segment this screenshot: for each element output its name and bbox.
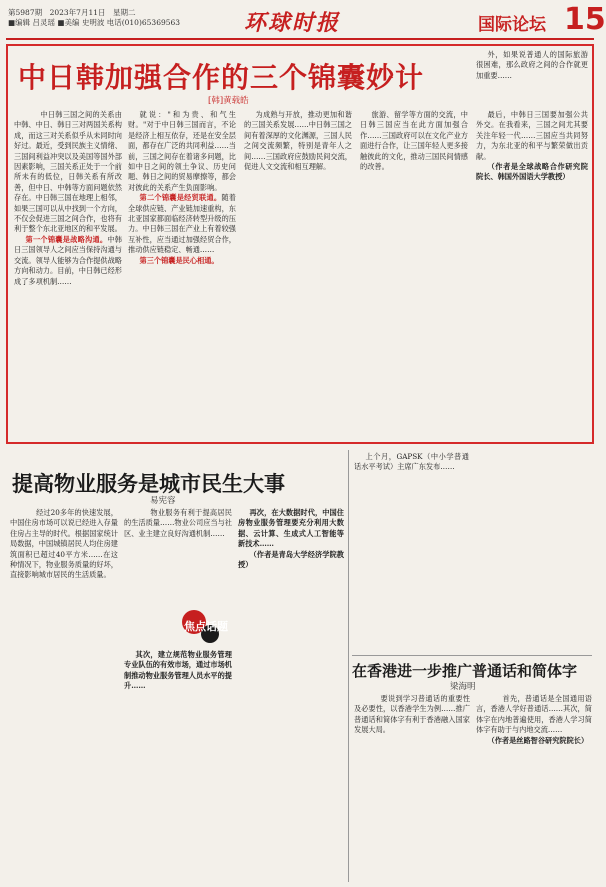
article-2-byline: 易宪容 [150,496,176,506]
article-2-author-note: （作者是青岛大学经济学院教授） [238,549,344,570]
article-1-column-1: 中日韩三国之间的关系由中韩、中日、韩日三对两国关系构成，而这三对关系似乎从未同时向好过。最近，受到民族主义情绪、三国间利益冲突以及美国等国外部因素影响，三国关系正处于一个前所未有的低位，日韩关系有所改善，但中日、中韩等方面问题依然存在。中日韩三国在地理上相邻，如果三国可以从中找到一个方向，不仅会促进三国之间合作，也将有利于整个东北亚地区的和平发展。 第一个锦囊是战略沟通。中韩日三国领导人之间应当保持沟通与交流。领导人能够为合作提供战略方向和动力。目前，中日韩已经形成了多项机制…… [14,110,122,286]
article-1-column-5: 最后，中韩日三国要加强公共外交。在我看来，三国之间尤其要关注年轻一代……三国应当共同努力，为东北亚的和平与繁荣做出贡献。 （作者是全球战略合作研究院院长、韩国外国语大学教授） [476,110,588,182]
article-3-rule [352,655,592,656]
article-3-title: 在香港进一步推广普通话和简体字 [352,662,578,680]
article-1-subhead-2: 第二个锦囊是经贸联通。 [139,193,222,203]
right-intro-text: 上个月，GAPSK（中小学普通话水平考试）主席广东发布…… [354,452,469,472]
article-1-top-right-column: 外，如果说普通人的国际旅游很困难，那么政府之间的合作就更加重要…… [476,50,588,80]
article-2-column-2b: 其次，建立规范物业服务管理专业队伍的有效市场，通过市场机制推动物业服务管理人员水平的提升…… [124,650,232,691]
article-3-byline: 梁海明 [450,682,476,692]
article-1-title: 中日韩加强合作的三个锦囊妙计 [18,61,425,94]
issue-date: 第5987期 2023年7月11日 星期二 [8,8,136,17]
page-number: 15 [564,2,606,37]
column-divider [348,450,349,882]
article-1-column-3: 为成熟与开放，推动更加和谐的三国关系发展……中日韩三国之间有着深厚的文化渊源，三国人民之间交流频繁，特别是青年人之间……三国政府应鼓励民间交流，促进人文交流和相互理解。 [244,110,352,172]
article-1-box [6,44,594,444]
focus-topic-badge: 焦点话题 [180,608,234,648]
editors-line: ■编辑 吕灵瑶 ■美编 史明波 电话(010)65369563 [8,18,181,27]
article-1-column-4: 旅游、留学等方面的交流，中日韩三国应当在此方面加强合作……三国政府可以在文化产业方面进行合作，让三国年轻人更多接触彼此的文化，推动三国民间情感的改善。 [360,110,468,172]
article-1-subhead-3: 第三个锦囊是民心相通。 [139,255,219,265]
article-1-subhead-1: 第一个锦囊是战略沟通。 [25,234,108,244]
section-title: 国际论坛 [478,15,546,35]
article-1-column-2: 就说："和为贵、和气生财。"对于中日韩三国而言，不论是经济上相互依存，还是在安全层面，都存在广泛的共同利益……当前，三国之间存在着诸多问题，比如中日之间的领土争议、历史问题、韩日之间的贸易摩擦等，都会对彼此的关系产生负面影响。 第二个锦囊是经贸联通。随着全球供应链、产业链加速重构，东北亚国家都面临经济转型升级的压力。中日韩三国在产业上有着较强互补性，应当通过加强经贸合作，推动供应链稳定、畅通…… 第三个锦囊是民心相通。 [128,110,236,265]
page-header [6,2,606,38]
article-1-byline: [韩]黄载皓 [208,96,249,106]
newspaper-logo: 环球时报 [244,11,341,36]
article-2-column-3: 再次，在大数据时代，中国住房物业服务管理要充分利用大数据、云计算、生成式人工智能等新技术…… （作者是青岛大学经济学院教授） [238,508,344,570]
article-2-title: 提高物业服务是城市民生大事 [12,472,285,496]
article-3-author-note: （作者是丝路智谷研究院院长） [487,735,589,745]
article-3-column-1: 要说到学习普通话的重要性及必要性，以香港学生为例……推广普通话和简体字有利于香港融入国家发展大局。 [354,694,470,735]
article-2-column-1: 经过20多年的快速发展，中国住房市场可以说已经进入存量住房占主导的时代。根据国家统计局数据，中国城镇居民人均住房建筑面积已超过40平方米……在这种情况下，物业服务质量的好坏，直接影响城市居民的生活质量。 [10,508,118,580]
article-3-column-2: 首先，普通话是全国通用语言，香港人学好普通话……其次，简体字在内地普遍使用，香港人学习简体字有助于与内地交流…… （作者是丝路智谷研究院院长） [476,694,592,745]
article-1-author-note: （作者是全球战略合作研究院院长、韩国外国语大学教授） [476,162,588,182]
issue-info [8,8,180,28]
header-rule [6,38,594,40]
article-2-column-2: 物业服务有利于提高居民的生活质量……物业公司应当与社区、业主建立良好沟通机制…… [124,508,232,538]
